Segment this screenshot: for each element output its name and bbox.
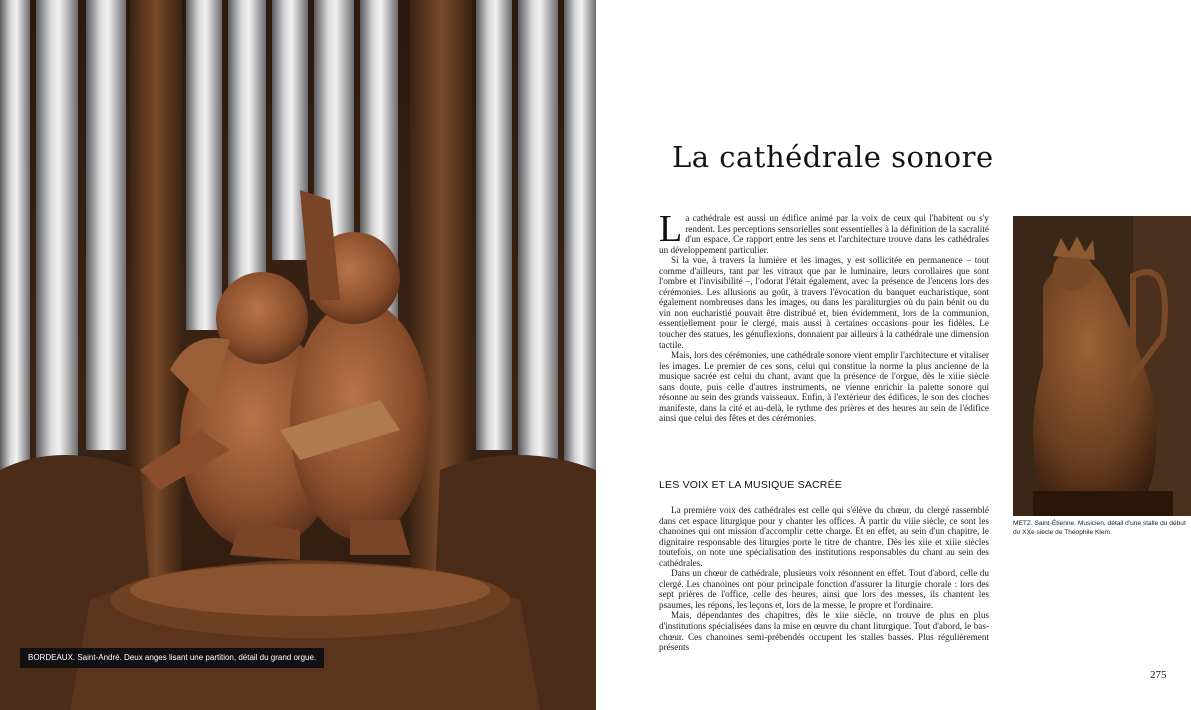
intro-paragraph-2: Si la vue, à travers la lumière et les images, y est sollicitée en permanence – tout comme d'ailleurs, tant par les vitraux que par le luminaire, leurs corollaires que sont l'ombre et l'invisibilité –, l'odorat l'était également, avec la présence de l'encens lors des cérémonies. Les allusions au goût, à travers l'évocation du banquet eucharistique, sont également nombreuses dans les images, ou dans les paraliturgies où du pain bénit ou du vin non eucharistié pouvait être distribué et, bien évidemment, lors de la communion, essentiellement pour le clergé, mais aussi à certaines occasions pour les fidèles. Le toucher des statues, les génuflexions, donnaient par ailleurs à la cathédrale une dimension tactile.	[659, 255, 989, 350]
intro-text	[659, 208, 989, 435]
page-title: La cathédrale sonore	[672, 140, 994, 174]
right-photo-caption: METZ. Saint-Étienne. Musicien, détail d'une stalle du début du XXe siècle de Théophile Klem.	[1013, 520, 1186, 536]
left-photo-caption: BORDEAUX. Saint-André. Deux anges lisant une partition, détail du grand orgue.	[20, 648, 324, 668]
section-heading: LES VOIX ET LA MUSIQUE SACRÉE	[659, 479, 842, 491]
intro-paragraph-3: Mais, lors des cérémonies, une cathédrale sonore vient emplir l'architecture et vitaliser les images. Le premier de ces sons, celui qui constitue la norme la plus ancienne de la musique sacrée est celui du chant, avant que la présence de l'orgue, dès le xiiie siècle sans doute, puis celle d'autres instruments, ne vienne enrichir la palette sonore qui résonne au sein des grands vaisseaux. Enfin, à l'extérieur des édifices, le son des cloches manifeste, dans la cité et au-delà, le rythme des prières et des heures au sein de l'édifice ainsi que celui des fêtes et des cérémonies.	[659, 350, 989, 424]
section-text	[659, 505, 989, 653]
section-paragraph-2: Dans un chœur de cathédrale, plusieurs voix résonnent en effet. Tout d'abord, celle du clergé. Les chanoines ont pour principale fonction d'assurer la liturgie chorale : lors des sept prières de l'office, celle des heures, ainsi que lors des messes, ils chantent les psaumes, les répons, les leçons et, lors de la messe, le propre et l'ordinaire.	[659, 568, 989, 610]
section-paragraph-1: La première voix des cathédrales est celle qui s'élève du chœur, du clergé rassemblé dans cet espace liturgique pour y chanter les offices. À partir du viiie siècle, ce sont les chanoines qui ont mission d'accomplir cette charge. Et en effet, au sein d'un chapitre, le dignitaire responsable des liturgies porte le titre de chantre. Dès les xiie et xiiie siècles toutefois, on note une spécialisation des institutions responsables du chant au sein des cathédrales.	[659, 505, 989, 568]
dropcap: L	[659, 208, 683, 250]
section-paragraph-3: Mais, dépendantes des chapitres, dès le xiie siècle, on trouve de plus en plus d'institutions spécialisées dans la mise en œuvre du chant liturgique. Tout d'abord, le bas-chœur. Ces chanoines semi-prébendés occupent les stalles basses. Plus régulièrement présents	[659, 610, 989, 653]
page-number: 275	[1150, 669, 1167, 681]
photo-musician-stall	[1013, 216, 1191, 516]
musician-statue-illustration	[1013, 216, 1191, 516]
intro-paragraph-1: La cathédrale est aussi un édifice animé par la voix de ceux qui l'habitent ou s'y rendent. Les perceptions sensorielles sont essentielles à la définition de la sacralité d'un espace. Ce rapport entre les sens et l'architecture trouve dans les cathédrales un développement particulier.	[659, 208, 989, 255]
